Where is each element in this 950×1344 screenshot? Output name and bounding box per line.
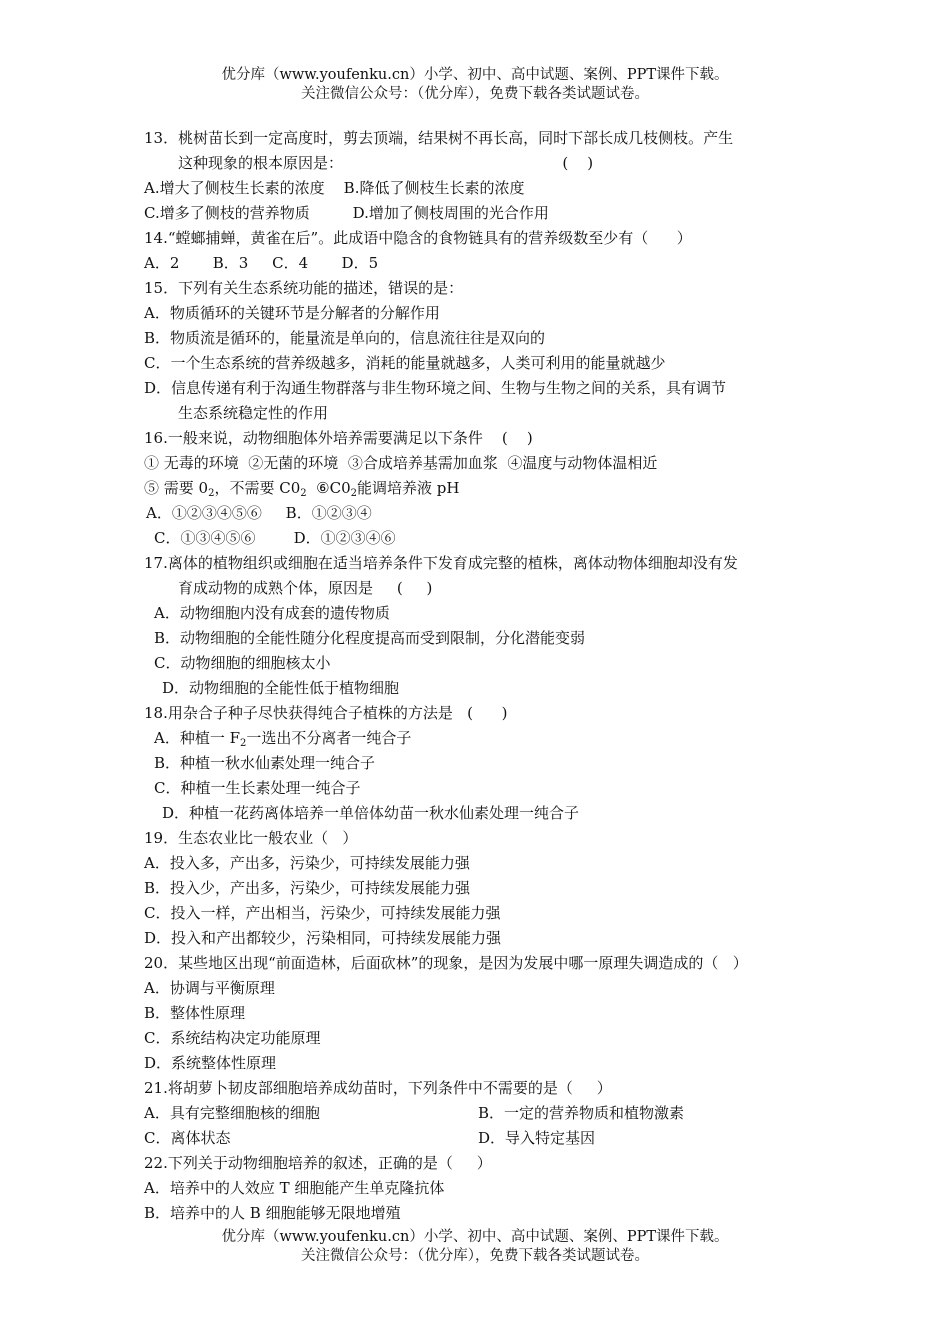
q22-option-b: B．培养中的人 B 细胞能够无限地增殖 [144, 1204, 401, 1222]
q16-subscript: 2 [350, 488, 358, 499]
q14-stem: 14.“螳螂捕蝉，黄雀在后”。此成语中隐含的食物链具有的营养级数至少有（ ） [144, 229, 692, 247]
q16-options-cd: C．①③④⑤⑥ D．①②③④⑥ [154, 529, 396, 547]
q16-cond5-text-b: ，不需要 C0 [214, 479, 301, 497]
q15-option-d: D．信息传递有利于沟通生物群落与非生物环境之间、生物与生物之间的关系，具有调节 [144, 379, 727, 397]
q18-option-c: C．种植一生长素处理一纯合子 [154, 779, 361, 797]
q21-option-c: C．离体状态 [144, 1129, 231, 1147]
q16-cond6-text: ⑥C0 [306, 479, 351, 497]
q19-option-a: A．投入多，产出多，污染少，可持续发展能力强 [144, 854, 470, 872]
footer-line-2: 关注微信公众号：（优分库），免费下载各类试题试卷。 [301, 1248, 649, 1264]
q18-stem: 18.用杂合子种子尽快获得纯合子植株的方法是 ( ) [144, 704, 508, 722]
q17-option-a: A．动物细胞内没有成套的遗传物质 [154, 604, 390, 622]
q20-option-d: D．系统整体性原理 [144, 1054, 277, 1072]
q14-options: A．2 B．3 C．4 D．5 [144, 254, 379, 272]
q15-option-d-cont: 生态系统稳定性的作用 [178, 404, 329, 422]
q15-option-a: A．物质循环的关键环节是分解者的分解作用 [144, 304, 440, 322]
q21-option-d: D．导入特定基因 [478, 1129, 596, 1147]
footer-line-1: 优分库（www.youfenku.cn）小学、初中、高中试题、案例、PPT课件下载。 [221, 1229, 729, 1245]
q20-option-a: A．协调与平衡原理 [144, 979, 275, 997]
q18-option-a [144, 726, 824, 751]
page-footer [0, 1228, 950, 1266]
q21-options-cd [144, 1126, 824, 1151]
q19-option-d: D．投入和产出都较少，污染相同，可持续发展能力强 [144, 929, 502, 947]
q17-stem-cont: 育成动物的成熟个体，原因是 ( ) [178, 579, 433, 597]
q19-stem: 19．生态农业比一般农业（ ） [144, 829, 358, 847]
q15-option-b: B．物质流是循环的，能量流是单向的，信息流往往是双向的 [144, 329, 546, 347]
q18-option-b: B．种植一秋水仙素处理一纯合子 [154, 754, 376, 772]
q19-option-c: C．投入一样，产出相当，污染少，可持续发展能力强 [144, 904, 501, 922]
q13-stem: 13．桃树苗长到一定高度时，剪去顶端，结果树不再长高，同时下部长成几枝侧枝。产生 [144, 129, 734, 147]
q16-conditions-2 [144, 476, 824, 501]
q16-subscript: 2 [208, 488, 215, 499]
q15-stem: 15．下列有关生态系统功能的描述，错误的是： [144, 279, 464, 297]
q21-stem: 21.将胡萝卜韧皮部细胞培养成幼苗时，下列条件中不需要的是（ ） [144, 1079, 612, 1097]
q17-option-c: C．动物细胞的细胞核太小 [154, 654, 331, 672]
q16-options-ab: A．①②③④⑤⑥ B．①②③④ [146, 504, 372, 522]
q16-cond6-text-b: 能调培养液 pH [357, 479, 460, 497]
q18-subscript: 2 [240, 738, 247, 749]
q21-options-ab [144, 1101, 824, 1126]
q16-conditions-1: ① 无毒的环境 ②无菌的环境 ③合成培养基需加血浆 ④温度与动物体温相近 [144, 454, 658, 472]
q20-option-b: B．整体性原理 [144, 1004, 246, 1022]
q20-stem: 20．某些地区出现“前面造林，后面砍林”的现象，是因为发展中哪一原理失调造成的（ ） [144, 954, 748, 972]
q21-option-a: A．具有完整细胞核的细胞 [144, 1104, 320, 1122]
exam-content [144, 126, 824, 1226]
q15-option-c: C．一个生态系统的营养级越多，消耗的能量就越多，人类可利用的能量就越少 [144, 354, 666, 372]
q20-option-c: C．系统结构决定功能原理 [144, 1029, 321, 1047]
q13-options-ab: A.增大了侧枝生长素的浓度 B.降低了侧枝生长素的浓度 [144, 179, 525, 197]
q17-option-d: D．动物细胞的全能性低于植物细胞 [162, 679, 400, 697]
q17-stem: 17.离体的植物组织或细胞在适当培养条件下发育成完整的植株，离体动物体细胞却没有发 [144, 554, 738, 572]
q22-option-a: A．培养中的人效应 T 细胞能产生单克隆抗体 [144, 1179, 445, 1197]
q16-cond5-text: ⑤ 需要 0 [144, 479, 209, 497]
q22-stem: 22.下列关于动物细胞培养的叙述，正确的是（ ） [144, 1154, 492, 1172]
q18-option-d: D．种植一花药离体培养一单倍体幼苗一秋水仙素处理一纯合子 [162, 804, 580, 822]
header-line-1: 优分库（www.youfenku.cn）小学、初中、高中试题、案例、PPT课件下载。 [221, 67, 729, 83]
q13-options-cd: C.增多了侧枝的营养物质 D.增加了侧枝周围的光合作用 [144, 204, 549, 222]
q18-option-a-text: A．种植一 F [154, 729, 241, 747]
q16-stem: 16.一般来说，动物细胞体外培养需要满足以下条件 ( ) [144, 429, 533, 447]
q16-subscript: 2 [300, 488, 307, 499]
header-line-2: 关注微信公众号：（优分库），免费下载各类试题试卷。 [301, 86, 649, 102]
page-header [0, 66, 950, 104]
q19-option-b: B．投入少，产出多，污染少，可持续发展能力强 [144, 879, 471, 897]
q18-option-a-text-b: 一选出不分离者一纯合子 [246, 729, 412, 747]
q21-option-b: B．一定的营养物质和植物激素 [478, 1104, 685, 1122]
q13-stem-cont: 这种现象的根本原因是： ( ) [178, 154, 594, 172]
q17-option-b: B．动物细胞的全能性随分化程度提高而受到限制，分化潜能变弱 [154, 629, 586, 647]
